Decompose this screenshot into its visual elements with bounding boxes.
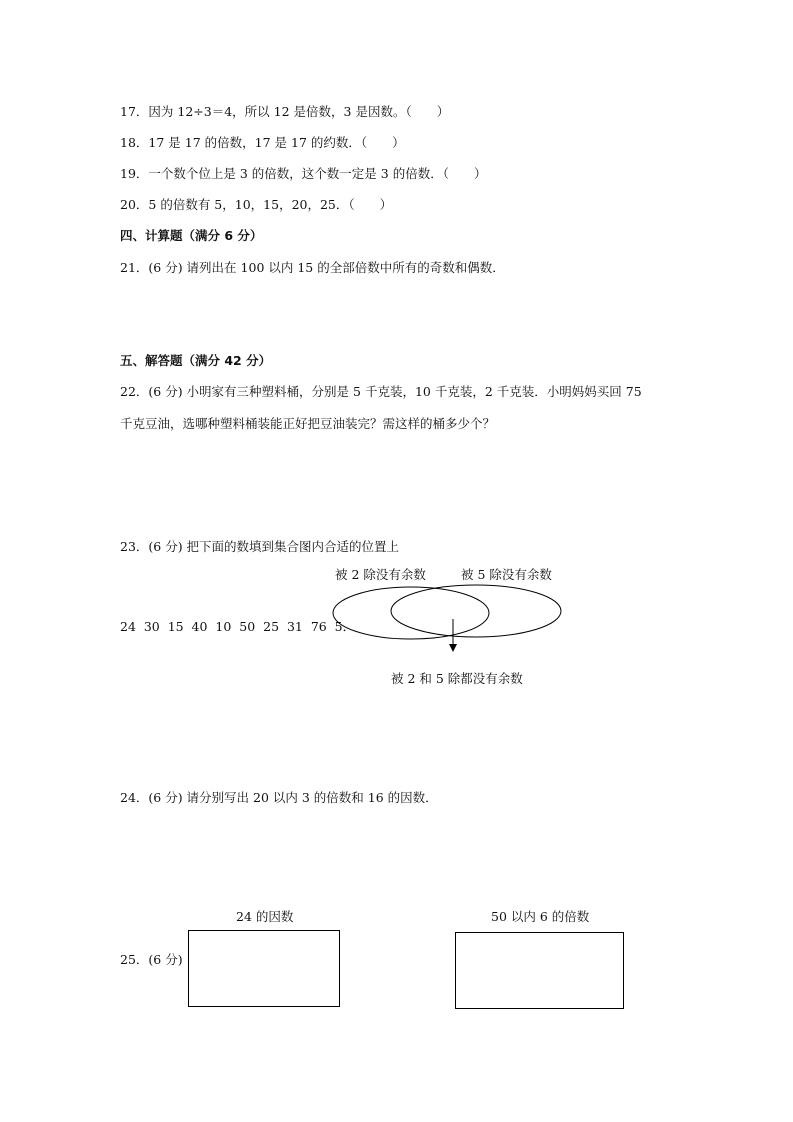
question-23-numbers: 24 30 15 40 10 50 25 31 76 5．	[120, 619, 356, 634]
section-5-heading: 五、解答题（满分 42 分）	[120, 353, 272, 368]
question-25: 25．(6 分)	[120, 952, 183, 967]
question-24: 24．(6 分) 请分别写出 20 以内 3 的倍数和 16 的因数．	[120, 790, 438, 805]
box-right-title: 50 以内 6 的倍数	[491, 909, 590, 924]
question-17: 17．因为 12÷3＝4，所以 12 是倍数，3 是因数。（ ）	[120, 104, 450, 119]
question-21: 21．(6 分) 请列出在 100 以内 15 的全部倍数中所有的奇数和偶数．	[120, 260, 505, 275]
question-22-line-1: 22．(6 分) 小明家有三种塑料桶，分别是 5 千克装，10 千克装，2 千克装．小明妈妈买回 75	[120, 384, 642, 399]
question-23: 23．(6 分) 把下面的数填到集合图内合适的位置上	[120, 539, 400, 554]
answer-box-multiples-of-6[interactable]	[455, 932, 624, 1009]
question-19: 19．一个数个位上是 3 的倍数，这个数一定是 3 的倍数．（ ）	[120, 166, 487, 181]
venn-bottom-label: 被 2 和 5 除都没有余数	[391, 671, 523, 686]
venn-right-label: 被 5 除没有余数	[461, 567, 552, 582]
venn-right-ellipse	[391, 585, 561, 637]
venn-left-ellipse	[333, 587, 489, 639]
question-22-line-2: 千克豆油，选哪种塑料桶装能正好把豆油装完？需这样的桶多少个？	[120, 416, 496, 431]
venn-arrow-head	[449, 644, 457, 652]
venn-left-label: 被 2 除没有余数	[335, 567, 426, 582]
question-18: 18．17 是 17 的倍数，17 是 17 的约数．（ ）	[120, 135, 405, 150]
answer-box-factors-of-24[interactable]	[188, 930, 340, 1007]
box-left-title: 24 的因数	[236, 909, 294, 924]
question-20: 20．5 的倍数有 5，10，15，20，25．（ ）	[120, 197, 393, 212]
section-4-heading: 四、计算题（满分 6 分）	[120, 228, 263, 243]
